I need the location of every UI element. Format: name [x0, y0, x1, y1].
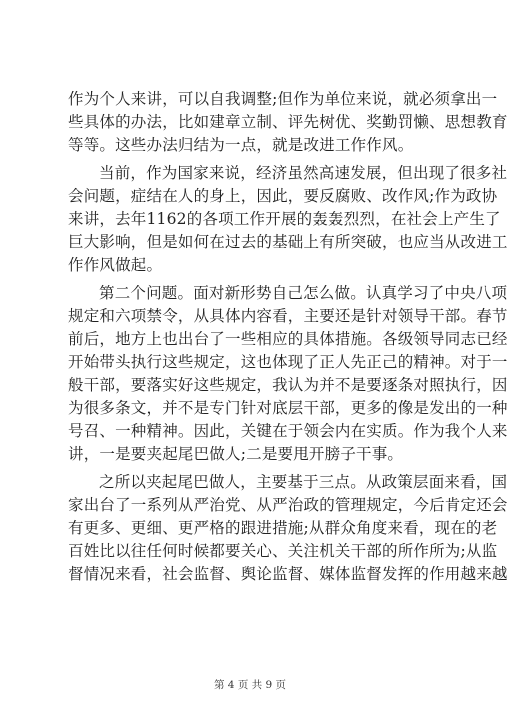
text-line: 有更多、更细、更严格的跟进措施;从群众角度来看，现在的老: [68, 519, 498, 537]
text-line: 前后，地方上也出台了一些相应的具体措施。各级领导同志已经: [68, 330, 508, 348]
text-line: 当前，作为国家来说，经济虽然高速发展，但出现了很多社: [99, 164, 508, 182]
page-footer: [0, 677, 500, 692]
paragraph-2: [68, 162, 508, 277]
text-line: 督情况来看，社会监督、舆论监督、媒体监督发挥的作用越来越: [68, 565, 508, 583]
paragraph-1: [68, 88, 508, 157]
text-line: 为很多条文，并不是专门针对底层干部，更多的像是发出的一种: [68, 399, 508, 417]
text-line: 等等。这些办法归结为一点，就是改进工作作风。: [68, 136, 414, 154]
text-line: 第二个问题。面对新形势自己怎么做。认真学习了中央八项: [99, 284, 508, 302]
text-line: 会问题，症结在人的身上，因此，要反腐败、改作风;作为政协: [68, 187, 498, 205]
text-line: 开始带头执行这些规定，这也体现了正人先正己的精神。对于一: [68, 353, 508, 371]
text-line: 作为个人来讲，可以自我调整;但作为单位来说，就必须拿出一: [68, 90, 498, 108]
text-line: 般干部，要落实好这些规定，我认为并不是要逐条对照执行，因: [68, 376, 508, 394]
text-line: 家出台了一系列从严治党、从严治政的管理规定，今后肯定还会: [68, 496, 508, 514]
page-number: 第 4 页 共 9 页: [213, 679, 287, 691]
text-line: 些具体的办法，比如建章立制、评先树优、奖勤罚懒、思想教育: [68, 113, 508, 131]
text-line: 巨大影响，但是如何在过去的基础上有所突破，也应当从改进工: [68, 233, 508, 251]
text-line: 作作风做起。: [68, 256, 163, 274]
text-line: 之所以夹起尾巴做人，主要基于三点。从政策层面来看，国: [99, 473, 508, 491]
paragraph-3: [68, 282, 508, 466]
paragraph-4: [68, 471, 508, 586]
text-line: 号召、一种精神。因此，关键在于领会内在实质。作为我个人来: [68, 422, 508, 440]
text-line: 来讲，去年1162的各项工作开展的轰轰烈烈，在社会上产生了: [68, 210, 501, 228]
text-line: 百姓比以往任何时候都要关心、关注机关干部的所作所为;从监: [68, 542, 498, 560]
document-body: [68, 88, 508, 591]
text-line: 规定和六项禁令，从具体内容看，主要还是针对领导干部。春节: [68, 307, 508, 325]
text-line: 讲，一是要夹起尾巴做人;二是要甩开膀子干事。: [68, 445, 404, 463]
